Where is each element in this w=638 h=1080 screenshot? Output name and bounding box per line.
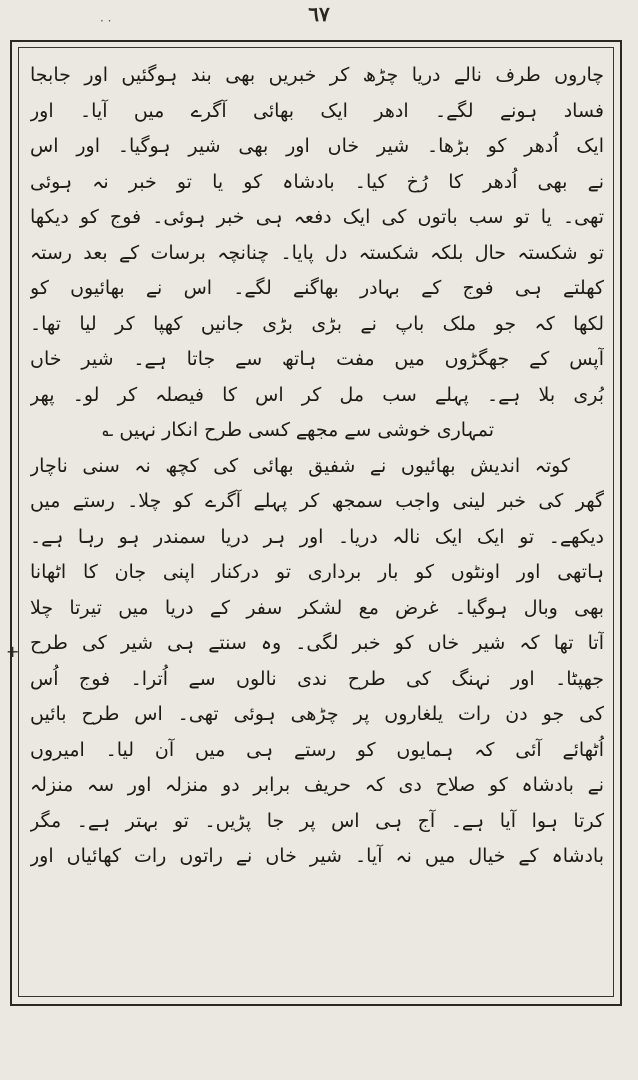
text-line: چاروں طرف نالے دریا چڑھ کر خبریں بھی بند ہوگئیں اور جابجا — [30, 64, 604, 86]
text-line: تمہاری خوشی سے مجھے کسی طرح انکار نہیں ؎ — [102, 419, 494, 441]
text-line: ایک اُدھر کو بڑھا۔ شیر خاں اور بھی شیر ہوگیا۔ اور اس — [30, 135, 604, 157]
text-line: فساد ہونے لگے۔ ادھر ایک بھائی آگرے میں آیا۔ اور — [30, 99, 604, 122]
ink-smudge: · · — [100, 14, 112, 28]
text-line: لکھا کہ جو ملک باپ نے بڑی بڑی جانیں کھپا کر لیا تھا۔ — [30, 312, 604, 335]
text-line: ہاتھی اور اونٹوں کو بار برداری تو درکنار اپنی جان کا اٹھانا — [30, 561, 604, 583]
margin-mark: + — [6, 642, 20, 661]
text-line: دیکھے۔ تو ایک ایک نالہ دریا۔ اور ہر دریا سمندر ہو رہا ہے۔ — [30, 525, 604, 548]
text-line: کھلتے ہی فوج کے بہادر بھاگنے لگے۔ اس نے بھائیوں کو — [30, 277, 604, 299]
page-number: ٦٧ — [308, 2, 330, 26]
text-line: بُری بلا ہے۔ پہلے سب مل کر اس کا فیصلہ کر لو۔ پھر — [30, 383, 604, 406]
text-line: بھی وبال ہوگیا۔ غرض مع لشکر سفر کے دریا میں تیرتا چلا — [30, 596, 604, 619]
text-line: کوتہ اندیش بھائیوں نے شفیق بھائی کی کچھ نہ سنی ناچار — [30, 454, 570, 477]
text-line: آتا تھا کہ شیر خاں کو خبر لگی۔ وہ سنتے ہی شیر کی طرح — [30, 632, 604, 654]
urdu-text-block — [30, 58, 604, 875]
text-line: نے بادشاہ کو صلاح دی کہ حریف برابر دو منزلہ اور سہ منزلہ — [30, 774, 604, 796]
text-line: گھر کی خبر لینی واجب سمجھ کر پہلے آگرے کو چلا۔ رستے میں — [30, 490, 604, 512]
text-line: آپس کے جھگڑوں میں مفت ہاتھ سے جاتا ہے۔ شیر خاں — [30, 348, 604, 370]
text-line: تو شکستہ حال بلکہ شکستہ دل پایا۔ چنانچہ برسات کے بعد رستہ — [30, 241, 604, 264]
text-line: بادشاہ کے خیال میں نہ آیا۔ شیر خاں نے راتوں رات کھائیاں اور — [30, 845, 604, 867]
text-line: جھپٹا۔ اور نہنگ کی طرح ندی نالوں سے اُترا۔ فوج اُس — [30, 667, 604, 690]
text-line: کی جو دن رات یلغاروں پر چڑھی ہوئی تھی۔ اس طرح بائیں — [30, 703, 604, 725]
text-line: کرتا ہوا آیا ہے۔ آج ہی اس پر جا پڑیں۔ تو بہتر ہے۔ مگر — [30, 809, 604, 832]
text-line: تھی۔ یا تو سب باتوں کی ایک دفعہ ہی خبر ہوئی۔ فوج کو دیکھا — [30, 206, 604, 228]
text-line: نے بھی اُدھر کا رُخ کیا۔ بادشاہ کو یا تو خبر نہ ہوئی — [30, 170, 604, 193]
text-line: اُٹھائے آئی کہ ہمایوں کو رستے ہی میں آن لیا۔ امیروں — [30, 738, 604, 761]
